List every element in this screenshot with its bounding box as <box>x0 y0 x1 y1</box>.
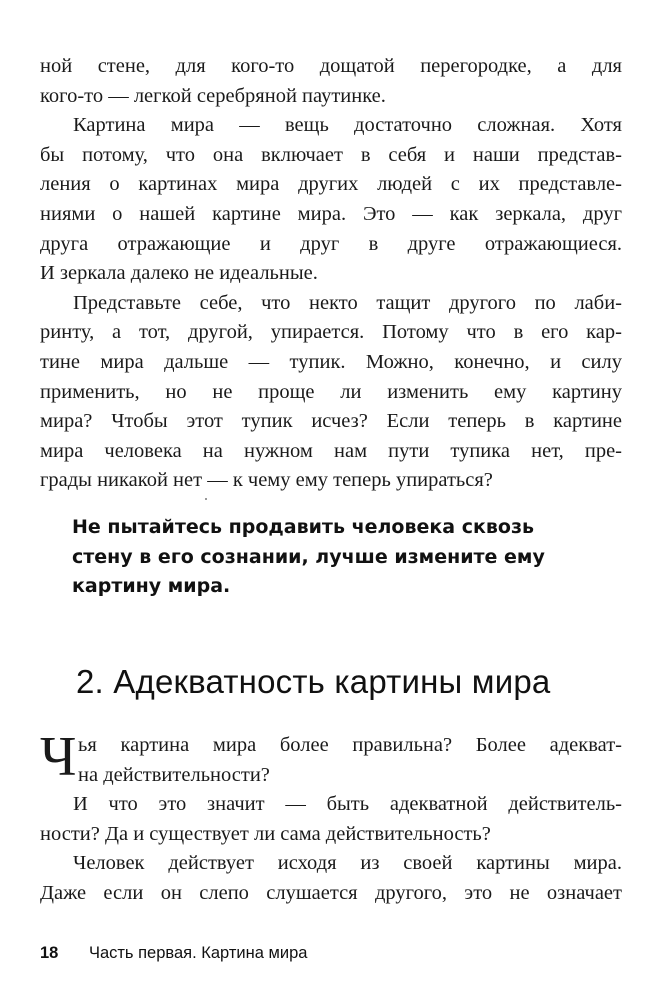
callout-line: стену в его сознании, лучше измените ему <box>72 545 545 568</box>
text-line: Представьте себе, что некто тащит другого по лаби- <box>73 291 622 314</box>
text-line: друга отражающие и друг в друге отражающиеся. <box>40 232 622 255</box>
text-line: тине мира дальше — тупик. Можно, конечно, и силу <box>40 350 622 373</box>
text-line: мира? Чтобы этот тупик исчез? Если теперь в картине <box>40 410 622 433</box>
callout-quote <box>72 513 592 602</box>
paragraph <box>40 849 622 908</box>
text-line: И зеркала далеко не идеальные. <box>40 262 318 285</box>
paragraph-3 <box>40 289 622 496</box>
paragraph <box>40 790 622 849</box>
callout-line: Не пытайтесь продавить человека сквозь <box>72 516 535 538</box>
text-line: ринту, а тот, другой, упирается. Потому что в его кар- <box>40 321 622 344</box>
body-text-top <box>40 52 622 496</box>
section-heading: 2. Адекватность картины мира <box>76 663 551 700</box>
paragraph-2 <box>40 111 622 289</box>
page-number: 18 <box>40 944 59 962</box>
text-line: ности? Да и существует ли сама действительность? <box>40 822 491 845</box>
running-title: Часть первая. Картина мира <box>88 944 308 962</box>
print-speck <box>205 498 207 500</box>
text-line: на действительности? <box>78 763 270 786</box>
text-line: кого-то — легкой серебряной паутинке. <box>40 84 386 107</box>
text-line: ления о картинах мира других людей с их представле- <box>40 173 622 196</box>
page-footer <box>40 942 307 964</box>
section-body-text <box>40 726 622 909</box>
drop-cap-letter: Ч <box>40 726 77 788</box>
text-line: применить, но не проще ли изменить ему картину <box>40 380 622 403</box>
text-line: грады никакой нет — к чему ему теперь упираться? <box>40 469 493 492</box>
text-line: бы потому, что она включает в себя и наши представ- <box>40 143 622 166</box>
text-line: ной стене, для кого-то дощатой перегородке, а для <box>40 55 622 77</box>
text-line: ниями о нашей картине мира. Это — как зеркала, друг <box>40 202 622 225</box>
text-line: Даже если он слепо слушается другого, это не означает <box>40 881 622 904</box>
text-line: ья картина мира более правильна? Более адекват- <box>78 734 622 756</box>
text-line: И что это значит — быть адекватной действитель- <box>73 793 622 816</box>
paragraph-1 <box>40 52 622 111</box>
text-line: мира человека на нужном нам пути тупика нет, пре- <box>40 439 622 462</box>
text-line: Человек действует исходя из своей картины мира. <box>73 852 622 875</box>
callout-line: картину мира. <box>72 575 231 597</box>
text-line: Картина мира — вещь достаточно сложная. Хотя <box>73 114 622 137</box>
